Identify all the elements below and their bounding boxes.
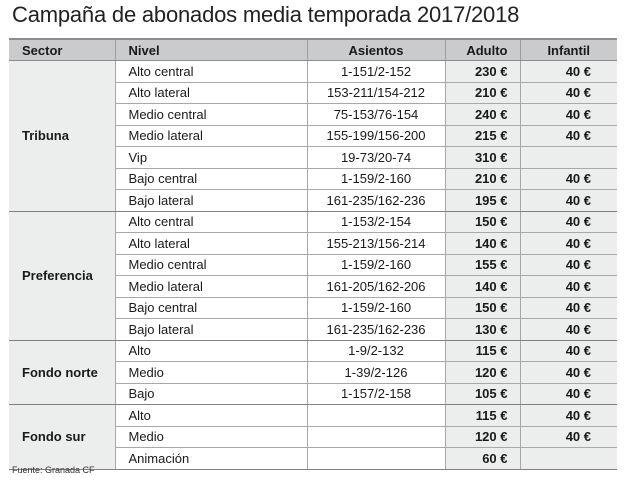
asientos-cell: 1-159/2-160 — [307, 168, 445, 190]
asientos-cell: 161-235/162-236 — [307, 190, 445, 212]
nivel-cell: Medio lateral — [115, 276, 307, 298]
asientos-cell — [307, 405, 445, 427]
nivel-cell: Vip — [115, 147, 307, 169]
nivel-cell: Medio lateral — [115, 125, 307, 147]
nivel-cell: Medio — [115, 426, 307, 448]
infantil-price-cell: 40 € — [520, 426, 617, 448]
header-nivel: Nivel — [115, 39, 307, 61]
prices-table — [9, 38, 617, 470]
table-body — [9, 61, 617, 470]
adulto-price-cell: 115 € — [445, 340, 520, 362]
asientos-cell: 155-199/156-200 — [307, 125, 445, 147]
adulto-price-cell: 140 € — [445, 276, 520, 298]
infantil-price-cell: 40 € — [520, 233, 617, 255]
adulto-price-cell: 150 € — [445, 211, 520, 233]
adulto-price-cell: 210 € — [445, 82, 520, 104]
asientos-cell — [307, 448, 445, 470]
asientos-cell: 19-73/20-74 — [307, 147, 445, 169]
sector-cell: Preferencia — [9, 211, 115, 340]
asientos-cell: 1-9/2-132 — [307, 340, 445, 362]
nivel-cell: Alto — [115, 340, 307, 362]
adulto-price-cell: 120 € — [445, 362, 520, 384]
nivel-cell: Medio central — [115, 254, 307, 276]
infantil-price-cell: 40 € — [520, 362, 617, 384]
nivel-cell: Medio central — [115, 104, 307, 126]
infantil-price-cell — [520, 448, 617, 470]
asientos-cell — [307, 426, 445, 448]
sector-cell: Tribuna — [9, 61, 115, 212]
asientos-cell: 1-157/2-158 — [307, 383, 445, 405]
infantil-price-cell: 40 € — [520, 254, 617, 276]
header-infantil: Infantil — [520, 39, 617, 61]
infantil-price-cell: 40 € — [520, 168, 617, 190]
infantil-price-cell: 40 € — [520, 125, 617, 147]
asientos-cell: 155-213/156-214 — [307, 233, 445, 255]
asientos-cell: 153-211/154-212 — [307, 82, 445, 104]
adulto-price-cell: 215 € — [445, 125, 520, 147]
infantil-price-cell: 40 € — [520, 190, 617, 212]
adulto-price-cell: 120 € — [445, 426, 520, 448]
asientos-cell: 1-151/2-152 — [307, 61, 445, 83]
nivel-cell: Bajo lateral — [115, 190, 307, 212]
nivel-cell: Alto central — [115, 61, 307, 83]
table-row — [9, 211, 617, 233]
asientos-cell: 75-153/76-154 — [307, 104, 445, 126]
infantil-price-cell: 40 € — [520, 383, 617, 405]
sector-cell: Fondo norte — [9, 340, 115, 405]
nivel-cell: Bajo central — [115, 297, 307, 319]
adulto-price-cell: 210 € — [445, 168, 520, 190]
infantil-price-cell: 40 € — [520, 319, 617, 341]
adulto-price-cell: 310 € — [445, 147, 520, 169]
asientos-cell: 161-205/162-206 — [307, 276, 445, 298]
table-row — [9, 61, 617, 83]
infantil-price-cell: 40 € — [520, 405, 617, 427]
adulto-price-cell: 105 € — [445, 383, 520, 405]
header-adulto: Adulto — [445, 39, 520, 61]
infantil-price-cell: 40 € — [520, 61, 617, 83]
infantil-price-cell: 40 € — [520, 297, 617, 319]
sector-cell: Fondo sur — [9, 405, 115, 470]
adulto-price-cell: 115 € — [445, 405, 520, 427]
asientos-cell: 1-159/2-160 — [307, 254, 445, 276]
asientos-cell: 1-153/2-154 — [307, 211, 445, 233]
nivel-cell: Alto lateral — [115, 82, 307, 104]
adulto-price-cell: 155 € — [445, 254, 520, 276]
nivel-cell: Alto lateral — [115, 233, 307, 255]
infantil-price-cell — [520, 147, 617, 169]
nivel-cell: Medio — [115, 362, 307, 384]
table-header-row — [9, 39, 617, 61]
adulto-price-cell: 150 € — [445, 297, 520, 319]
asientos-cell: 1-39/2-126 — [307, 362, 445, 384]
nivel-cell: Alto — [115, 405, 307, 427]
adulto-price-cell: 240 € — [445, 104, 520, 126]
table-row — [9, 405, 617, 427]
infantil-price-cell: 40 € — [520, 276, 617, 298]
adulto-price-cell: 230 € — [445, 61, 520, 83]
table-row — [9, 340, 617, 362]
nivel-cell: Bajo lateral — [115, 319, 307, 341]
infantil-price-cell: 40 € — [520, 211, 617, 233]
nivel-cell: Alto central — [115, 211, 307, 233]
asientos-cell: 1-159/2-160 — [307, 297, 445, 319]
nivel-cell: Bajo — [115, 383, 307, 405]
page-title: Campaña de abonados media temporada 2017/2018 — [12, 2, 520, 27]
header-sector: Sector — [9, 39, 115, 61]
adulto-price-cell: 60 € — [445, 448, 520, 470]
nivel-cell: Animación — [115, 448, 307, 470]
adulto-price-cell: 195 € — [445, 190, 520, 212]
header-asientos: Asientos — [307, 39, 445, 61]
adulto-price-cell: 130 € — [445, 319, 520, 341]
nivel-cell: Bajo central — [115, 168, 307, 190]
adulto-price-cell: 140 € — [445, 233, 520, 255]
asientos-cell: 161-235/162-236 — [307, 319, 445, 341]
infantil-price-cell: 40 € — [520, 82, 617, 104]
infantil-price-cell: 40 € — [520, 104, 617, 126]
infantil-price-cell: 40 € — [520, 340, 617, 362]
source-note: Fuente: Granada CF — [12, 465, 95, 475]
